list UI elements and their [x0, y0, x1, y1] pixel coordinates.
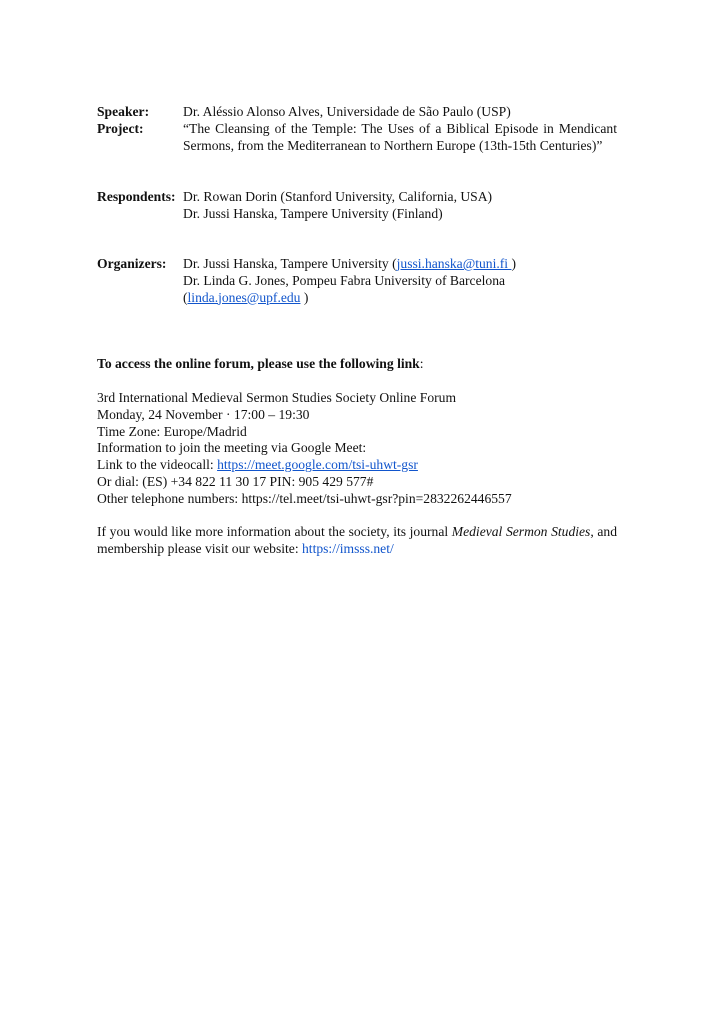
project-row	[97, 121, 617, 173]
organizers-row	[97, 256, 617, 310]
respondent-item: Dr. Jussi Hanska, Tampere University (Finland)	[183, 205, 443, 221]
journal-title: Medieval Sermon Studies	[451, 524, 591, 539]
project-label: Project:	[97, 121, 144, 136]
more-info-paragraph	[97, 524, 617, 558]
website-link[interactable]: https://imsss.net/	[302, 540, 394, 556]
forum-info: Information to join the meeting via Google Meet:	[97, 440, 367, 456]
organizer-item: Dr. Linda G. Jones, Pompeu Fabra University of Barcelona	[183, 272, 506, 288]
forum-dial: Or dial: (ES) +34 822 11 30 17 PIN: 905 429 577#	[97, 473, 374, 489]
speaker-value: Dr. Aléssio Alonso Alves, Universidade de São Paulo (USP)	[183, 104, 511, 119]
project-value: “The Cleansing of the Temple: The Uses of a Biblical Episode in Mendicant Sermons, from the Mediterranean to Northern Europe (13th-15th Centuries)”	[183, 121, 617, 153]
organizer-paren: )	[511, 256, 516, 271]
organizer-email-link[interactable]: jussi.hanska@tuni.fi	[396, 256, 512, 271]
organizer-item	[183, 290, 617, 307]
organizer-name: Dr. Jussi Hanska, Tampere University (	[183, 256, 397, 271]
access-heading	[97, 356, 617, 373]
organizers-list	[183, 256, 617, 306]
respondents-list	[183, 189, 617, 223]
access-heading-text: To access the online forum, please use the following link	[97, 356, 420, 371]
speaker-label: Speaker:	[97, 104, 150, 119]
videocall-label: Link to the videocall:	[97, 457, 218, 473]
forum-other-numbers: Other telephone numbers: https://tel.meet/tsi-uhwt-gsr?pin=2832262446557	[97, 490, 512, 506]
forum-date: Monday, 24 November · 17:00 – 19:30	[97, 406, 310, 422]
forum-timezone: Time Zone: Europe/Madrid	[97, 423, 247, 439]
access-heading-colon: :	[419, 356, 424, 371]
respondents-row	[97, 189, 617, 225]
speaker-row	[97, 104, 617, 122]
organizer-email-link[interactable]: linda.jones@upf.edu	[187, 289, 301, 305]
more-info-text: , and membership please visit our website:	[97, 524, 617, 556]
videocall-link[interactable]: https://meet.google.com/tsi-uhwt-gsr	[217, 457, 418, 473]
forum-details	[97, 390, 617, 508]
respondents-label: Respondents:	[97, 189, 176, 204]
organizers-label: Organizers:	[97, 256, 167, 271]
forum-title: 3rd International Medieval Sermon Studies Society Online Forum	[97, 390, 457, 405]
respondent-item: Dr. Rowan Dorin (Stanford University, California, USA)	[183, 189, 493, 204]
more-info-text: If you would like more information about the society, its journal	[97, 524, 452, 539]
organizer-paren: )	[300, 289, 309, 305]
videocall-line	[97, 457, 617, 474]
organizer-paren: (	[183, 289, 188, 305]
organizer-item	[183, 256, 617, 273]
